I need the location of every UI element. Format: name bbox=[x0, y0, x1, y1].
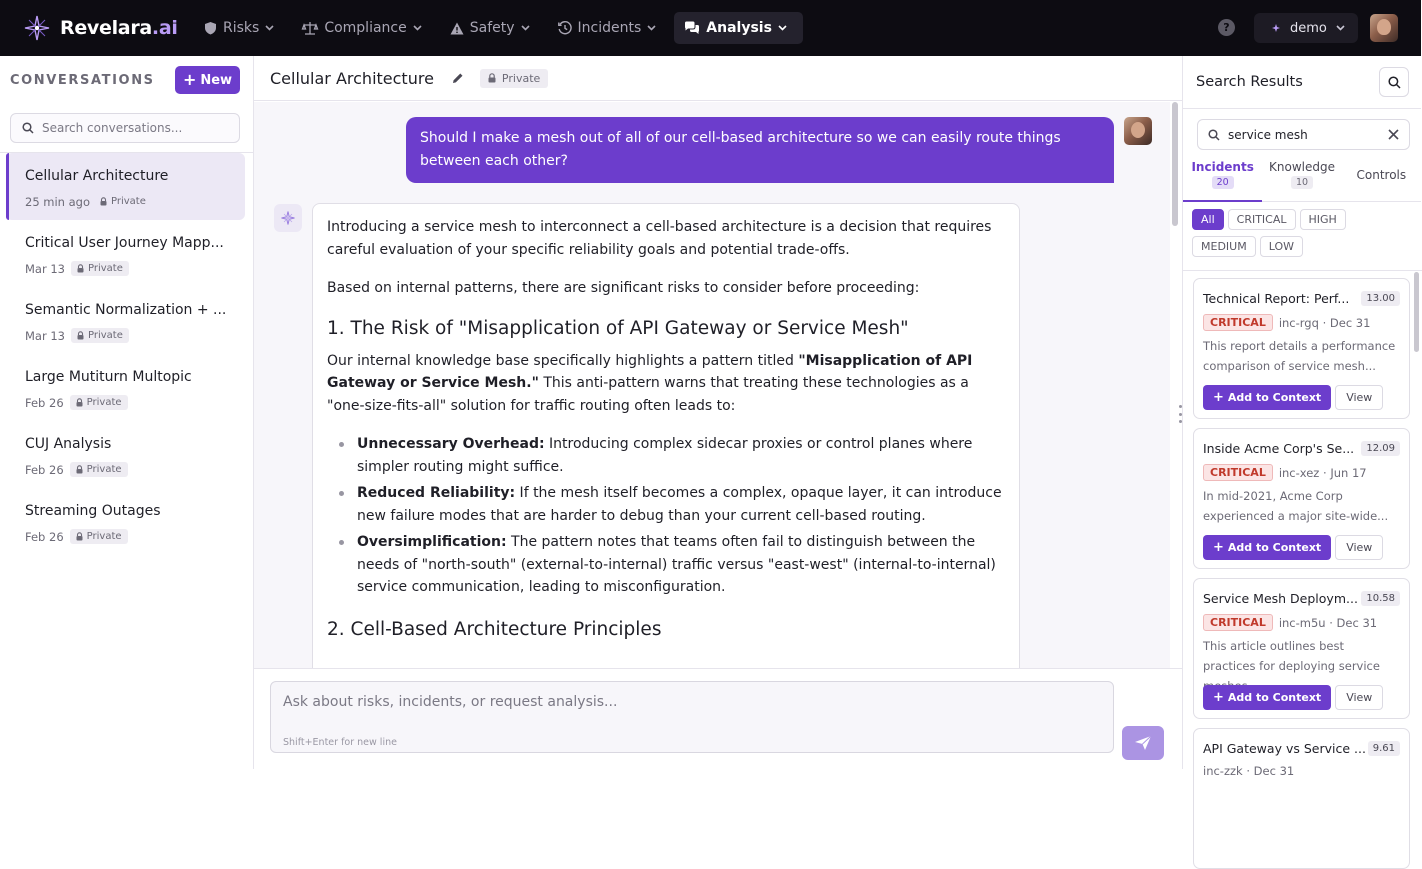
nav-label: Safety bbox=[469, 20, 515, 36]
private-label: Private bbox=[86, 397, 122, 408]
nav-label: Incidents bbox=[577, 20, 642, 36]
result-title[interactable]: Technical Report: Perf... bbox=[1203, 291, 1350, 306]
message-paragraph: Based on internal patterns, there are significant risks to consider before proceeding: bbox=[327, 280, 920, 296]
incident-date: · Jun 17 bbox=[1323, 465, 1367, 480]
view-button[interactable]: View bbox=[1335, 535, 1383, 560]
chat-scrollbar[interactable] bbox=[1172, 102, 1178, 668]
relevance-score: 13.00 bbox=[1361, 291, 1400, 306]
result-title[interactable]: API Gateway vs Service ... bbox=[1203, 741, 1366, 756]
conversation-meta bbox=[25, 328, 235, 343]
private-badge bbox=[70, 462, 128, 477]
private-label: Private bbox=[86, 464, 122, 475]
plus-icon: + bbox=[182, 70, 197, 89]
result-description: In mid-2021, Acme Corp experienced a major site-wide... bbox=[1203, 489, 1389, 523]
incident-id: inc-zzk bbox=[1203, 764, 1243, 778]
conversation-header bbox=[254, 56, 1182, 101]
message-input[interactable] bbox=[283, 694, 1101, 724]
assistant-message bbox=[312, 203, 1020, 683]
conversation-search-input[interactable] bbox=[42, 121, 222, 135]
result-type-tabs bbox=[1183, 160, 1421, 202]
result-list bbox=[1183, 270, 1422, 778]
private-label: Private bbox=[86, 531, 122, 542]
chevron-down-icon bbox=[778, 25, 793, 31]
sparkle-icon bbox=[1272, 24, 1280, 32]
message-bullet-list bbox=[327, 433, 1005, 599]
close-icon[interactable] bbox=[1388, 129, 1399, 140]
filter-low[interactable]: LOW bbox=[1260, 236, 1303, 257]
conversation-time: Feb 26 bbox=[25, 395, 64, 410]
search-toggle-button[interactable] bbox=[1379, 67, 1409, 97]
add-to-context-button[interactable] bbox=[1203, 685, 1331, 710]
result-title[interactable]: Inside Acme Corp's Se... bbox=[1203, 441, 1355, 456]
conversation-time: Feb 26 bbox=[25, 462, 64, 477]
incident-id: inc-xez bbox=[1278, 465, 1320, 480]
chevron-down-icon bbox=[521, 25, 536, 31]
lock-icon bbox=[488, 73, 502, 83]
conversation-title-heading: Cellular Architecture bbox=[270, 68, 434, 88]
add-to-context-button[interactable] bbox=[1203, 385, 1331, 410]
conversation-item[interactable] bbox=[6, 488, 245, 555]
brand-name: Revelara.ai bbox=[60, 17, 178, 39]
conversation-meta bbox=[25, 194, 235, 209]
org-name: demo bbox=[1290, 20, 1327, 36]
results-scrollbar-thumb[interactable] bbox=[1414, 272, 1419, 352]
conversation-title: Semantic Normalization + ... bbox=[25, 302, 227, 318]
nav-incidents[interactable] bbox=[548, 12, 673, 44]
private-badge bbox=[94, 194, 152, 209]
sparkle-icon bbox=[281, 211, 295, 225]
chat-bubbles-icon bbox=[684, 21, 706, 35]
conversation-item[interactable] bbox=[6, 421, 245, 488]
severity-filters bbox=[1183, 202, 1421, 263]
conversation-title: Critical User Journey Mapp... bbox=[25, 235, 224, 251]
tab-incidents[interactable] bbox=[1183, 160, 1262, 201]
conversation-item[interactable] bbox=[6, 287, 245, 354]
conversation-time: Mar 13 bbox=[25, 328, 65, 343]
view-button[interactable]: View bbox=[1335, 685, 1383, 710]
result-card[interactable] bbox=[1193, 578, 1410, 719]
nav-analysis[interactable] bbox=[674, 12, 803, 44]
plus-icon: + bbox=[1213, 690, 1224, 705]
search-panel-header bbox=[1183, 56, 1421, 109]
private-badge bbox=[70, 395, 128, 410]
severity-badge: CRITICAL bbox=[1203, 614, 1273, 631]
lock-icon bbox=[76, 532, 87, 541]
incident-date: · Dec 31 bbox=[1322, 315, 1371, 330]
private-label: Private bbox=[88, 263, 123, 274]
sidebar-header bbox=[0, 56, 253, 104]
relevance-score: 12.09 bbox=[1361, 441, 1400, 456]
severity-badge: CRITICAL bbox=[1203, 464, 1273, 481]
private-badge bbox=[70, 529, 128, 544]
private-label: Private bbox=[501, 71, 541, 85]
tab-label: Controls bbox=[1356, 168, 1407, 182]
list-item: Reduced Reliability: If the mesh itself becomes a complex, opaque layer, it can introduce new failure modes that are harder to debug than your current cell-based routing. bbox=[327, 482, 1005, 527]
conversation-time: Mar 13 bbox=[25, 261, 65, 276]
filter-high[interactable]: HIGH bbox=[1300, 209, 1346, 230]
conversation-meta bbox=[25, 529, 235, 544]
conversation-item[interactable] bbox=[6, 220, 245, 287]
nav-risks[interactable] bbox=[194, 12, 290, 44]
conversation-time: 25 min ago bbox=[25, 194, 91, 209]
chat-main bbox=[254, 56, 1182, 769]
tab-count: 20 bbox=[1212, 176, 1234, 189]
nav-safety[interactable] bbox=[440, 12, 546, 44]
add-to-context-button[interactable] bbox=[1203, 535, 1331, 560]
plus-icon: + bbox=[1213, 390, 1224, 405]
send-button[interactable] bbox=[1122, 726, 1164, 760]
message-heading: 2. Cell-Based Architecture Principles bbox=[327, 618, 662, 640]
filter-medium[interactable]: MEDIUM bbox=[1192, 236, 1256, 257]
nav-compliance[interactable] bbox=[292, 12, 437, 44]
result-card[interactable] bbox=[1193, 728, 1410, 869]
chevron-down-icon bbox=[647, 25, 662, 31]
conversations-sidebar bbox=[0, 56, 254, 769]
scrollbar-thumb[interactable] bbox=[1172, 102, 1178, 226]
view-button[interactable]: View bbox=[1335, 385, 1383, 410]
severity-badge: CRITICAL bbox=[1203, 314, 1273, 331]
sidebar-title: CONVERSATIONS bbox=[10, 72, 155, 88]
search-query-input[interactable] bbox=[1228, 128, 1388, 142]
filter-all[interactable]: All bbox=[1192, 209, 1224, 230]
assistant-avatar bbox=[274, 204, 302, 232]
search-icon bbox=[1388, 76, 1401, 89]
message-list bbox=[254, 102, 1170, 668]
pencil-icon[interactable] bbox=[452, 72, 464, 84]
brand-logo[interactable] bbox=[24, 15, 194, 41]
conversation-title: Streaming Outages bbox=[25, 503, 161, 519]
result-description: This report details a performance comparison of service mesh... bbox=[1203, 339, 1396, 373]
conversation-search bbox=[10, 113, 240, 143]
user-message: Should I make a mesh out of all of our cell-based architecture so we can easily route things between each other? bbox=[406, 117, 1114, 183]
incident-date: · Dec 31 bbox=[1329, 615, 1378, 630]
conversation-meta bbox=[25, 395, 235, 410]
nav-label: Analysis bbox=[706, 20, 772, 36]
relevance-score: 9.61 bbox=[1368, 741, 1400, 756]
warning-icon bbox=[450, 22, 470, 35]
private-label: Private bbox=[111, 196, 146, 207]
user-avatar[interactable] bbox=[1370, 14, 1398, 42]
relevance-score: 10.58 bbox=[1361, 591, 1400, 606]
message-heading: 1. The Risk of "Misapplication of API Gateway or Service Mesh" bbox=[327, 317, 909, 339]
search-icon bbox=[1208, 129, 1220, 141]
new-conversation-button[interactable] bbox=[175, 66, 240, 94]
main-nav bbox=[194, 0, 805, 56]
search-panel-title: Search Results bbox=[1196, 74, 1303, 90]
conversation-meta bbox=[25, 261, 235, 276]
conversation-item[interactable] bbox=[6, 354, 245, 421]
scale-icon bbox=[302, 21, 324, 35]
new-button-label: New bbox=[200, 72, 233, 88]
message-paragraph: Introducing a service mesh to interconnect a cell-based architecture is a decision that requires careful evaluation of your specific reliability goals and potential trade-offs. bbox=[327, 219, 992, 258]
lock-icon bbox=[100, 197, 111, 206]
result-card[interactable] bbox=[1193, 428, 1410, 569]
history-icon bbox=[558, 21, 578, 35]
list-item: Oversimplification: The pattern notes that teams often fail to distinguish between the needs of "north-south" (external-to-internal) traffic versus "east-west" (internal-to-internal) service communication, leading to misconfiguration. bbox=[327, 531, 1005, 599]
org-switcher[interactable] bbox=[1254, 13, 1358, 43]
private-badge bbox=[480, 69, 548, 88]
filter-critical[interactable]: CRITICAL bbox=[1228, 209, 1296, 230]
nav-label: Risks bbox=[223, 20, 260, 36]
conversation-title: Large Mutiturn Multopic bbox=[25, 369, 192, 385]
search-results-panel bbox=[1182, 56, 1421, 778]
incident-id: inc-m5u bbox=[1278, 615, 1326, 630]
chevron-down-icon bbox=[413, 25, 428, 31]
chevron-down-icon bbox=[265, 25, 280, 31]
result-description: This article outlines best practices for deploying service bbox=[1203, 639, 1380, 673]
private-badge bbox=[71, 261, 129, 276]
result-title[interactable]: Service Mesh Deploym... bbox=[1203, 591, 1358, 606]
private-badge bbox=[71, 328, 129, 343]
conversation-item-cellular-architecture[interactable] bbox=[6, 153, 245, 220]
tab-count: 10 bbox=[1291, 176, 1313, 189]
conversation-title: CUJ Analysis bbox=[25, 436, 112, 452]
lock-icon bbox=[77, 264, 88, 273]
tab-knowledge[interactable] bbox=[1262, 160, 1341, 201]
chevron-down-icon bbox=[1336, 25, 1345, 31]
nav-label: Compliance bbox=[324, 20, 407, 36]
conversation-meta bbox=[25, 462, 235, 477]
search-results-query bbox=[1197, 119, 1410, 150]
user-avatar bbox=[1124, 117, 1152, 145]
incident-date: · Dec 31 bbox=[1246, 764, 1295, 778]
conversation-title: Cellular Architecture bbox=[25, 168, 169, 184]
private-label: Private bbox=[88, 330, 123, 341]
add-label: Add to Context bbox=[1227, 541, 1322, 554]
add-label: Add to Context bbox=[1227, 691, 1322, 704]
lock-icon bbox=[76, 398, 87, 407]
lock-icon bbox=[77, 331, 88, 340]
tab-label: Knowledge bbox=[1269, 160, 1335, 174]
result-card[interactable] bbox=[1193, 278, 1410, 419]
tab-controls[interactable] bbox=[1342, 160, 1421, 201]
message-paragraph: Our internal knowledge base specifically highlights a pattern titled "Misapplication of API Gateway or Service Mesh." This anti-pattern warns that treating these technologies as a "one-size-fits-all" solution for traffic routing often leads to: bbox=[327, 352, 973, 414]
add-label: Add to Context bbox=[1227, 391, 1322, 404]
plus-icon: + bbox=[1213, 540, 1224, 555]
conversation-time: Feb 26 bbox=[25, 529, 64, 544]
help-icon[interactable]: ? bbox=[1218, 19, 1235, 36]
top-navigation-bar bbox=[0, 0, 1421, 56]
lock-icon bbox=[76, 465, 87, 474]
message-composer bbox=[254, 668, 1182, 769]
incident-id: inc-rgq bbox=[1278, 315, 1319, 330]
shield-icon bbox=[204, 21, 223, 35]
compass-star-icon bbox=[24, 15, 50, 41]
search-icon bbox=[22, 122, 34, 134]
composer-hint: Shift+Enter for new line bbox=[283, 737, 397, 748]
tab-label: Incidents bbox=[1191, 160, 1254, 174]
composer-box bbox=[270, 681, 1114, 753]
list-item: Unnecessary Overhead: Introducing complex sidecar proxies or control planes where simpler routing might suffice. bbox=[327, 433, 1005, 478]
send-icon bbox=[1134, 735, 1152, 751]
